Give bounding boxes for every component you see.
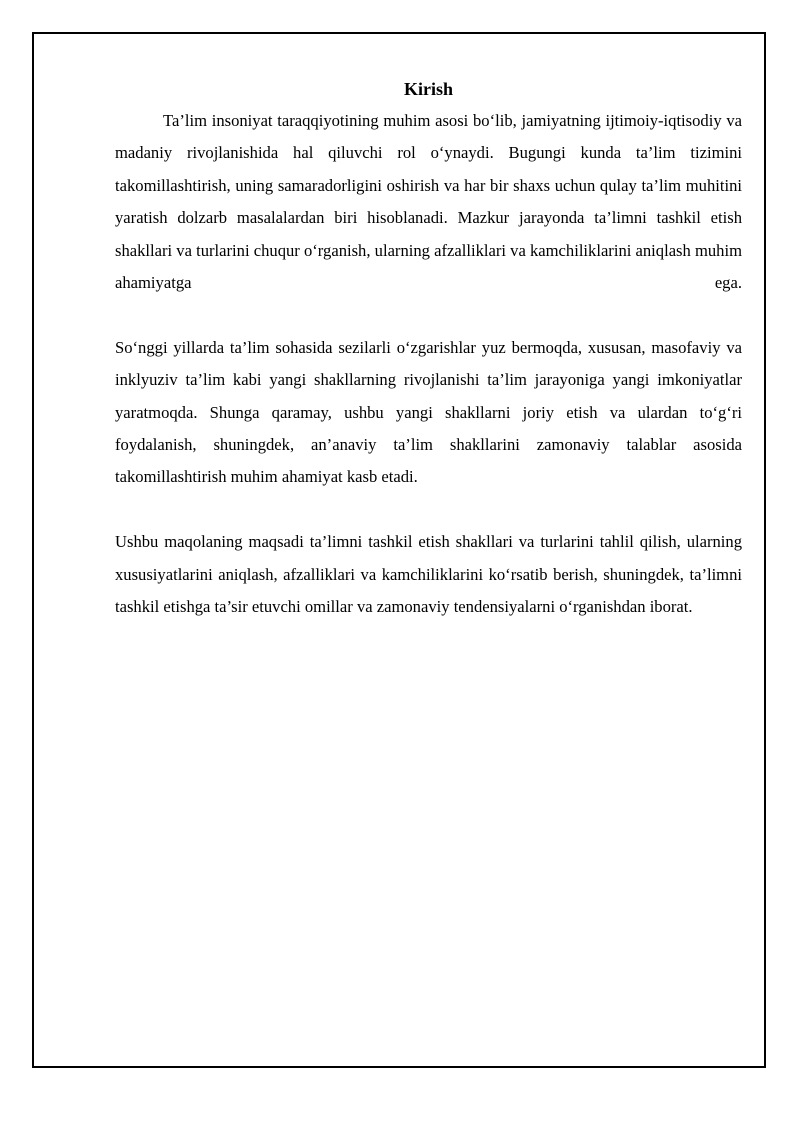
paragraph-purpose: Ushbu maqolaning maqsadi ta’limni tashkil etish shakllari va turlarini tahlil qilish, ularning xususiyatlarini aniqlash, afzalliklari va kamchiliklarini ko‘rsatib berish, shuningdek, ta’limni tashkil etishga ta’sir etuvchi omillar va zamonaviy tendensiyalarni o‘rganishdan iborat. bbox=[115, 532, 742, 617]
paragraph-intro: Ta’lim insoniyat taraqqiyotining muhim asosi bo‘lib, jamiyatning ijtimoiy-iqtisodiy va madaniy rivojlanishida hal qiluvchi rol o‘ynaydi. Bugungi kunda ta’lim tizimini takomillashtirish, uning samaradorligini oshirish va har bir shaxs uchun qulay ta’lim muhitini yaratish dolzarb masalalardan biri hisoblanadi. Mazkur jarayonda ta’limni tashkil etish shakllari va turlarini chuqur o‘rganish, ularning afzalliklari va kamchiliklarini aniqlash muhim ahamiyatga ega. bbox=[115, 111, 742, 293]
paragraph-gap bbox=[115, 494, 742, 526]
document-title: Kirish bbox=[403, 79, 453, 99]
paragraph-gap bbox=[115, 299, 742, 331]
document-body bbox=[115, 73, 742, 623]
paragraph-recent-changes: So‘nggi yillarda ta’lim sohasida sezilarli o‘zgarishlar yuz bermoqda, xususan, masofaviy va inklyuziv ta’lim kabi yangi shakllarning rivojlanishi ta’lim jarayoniga yangi imkoniyatlar yaratmoqda. Shunga qaramay, ushbu yangi shakllarni joriy etish va ulardan to‘g‘ri foydalanish, shuningdek, an’anaviy ta’lim shakllarini zamonaviy talablar asosida takomillashtirish muhim ahamiyat kasb etadi. bbox=[115, 337, 742, 487]
